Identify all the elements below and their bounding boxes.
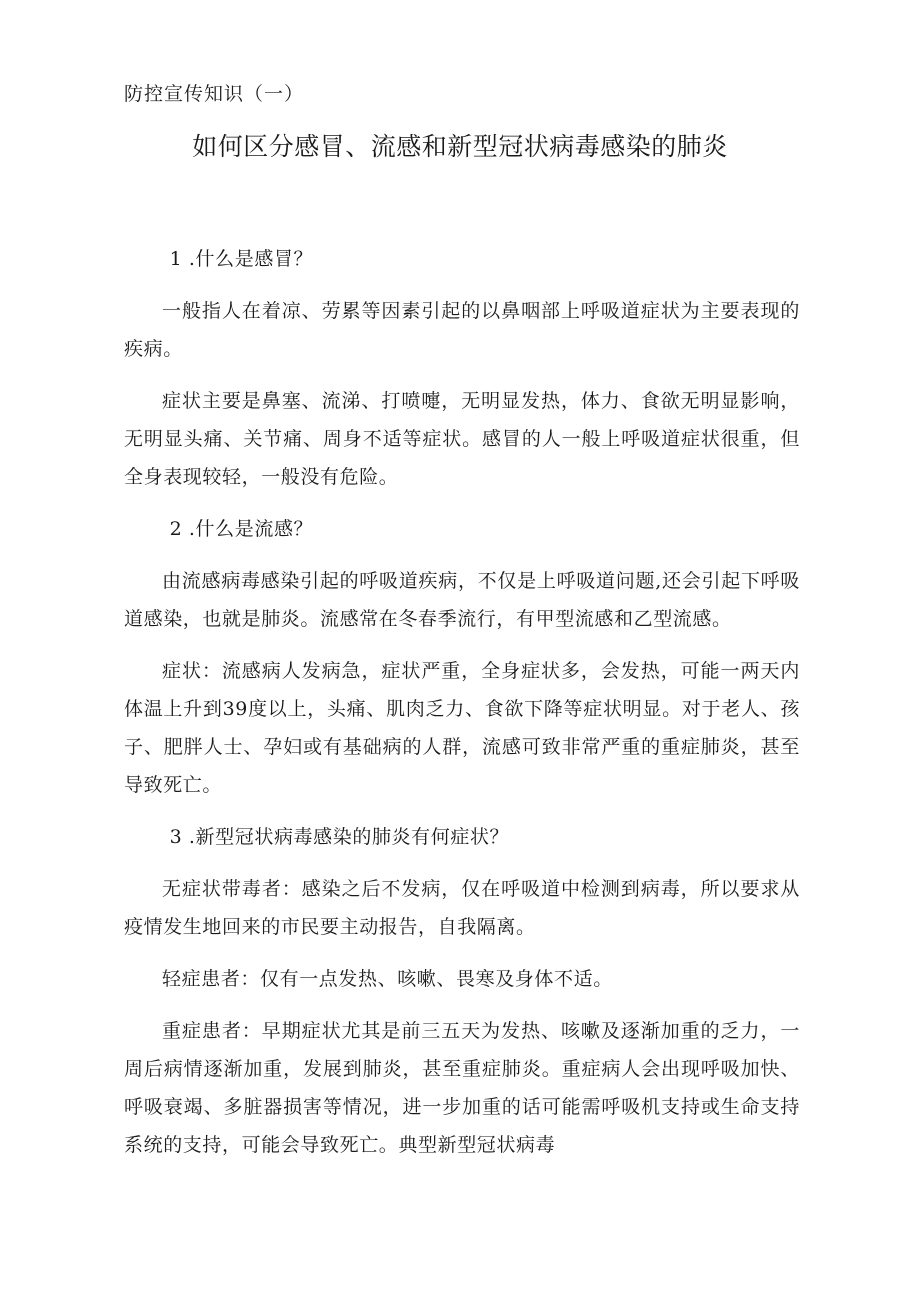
page-title: 如何区分感冒、流感和新型冠状病毒感染的肺炎 (192, 132, 728, 161)
paragraph: 重症患者：早期症状尤其是前三五天为发热、咳嗽及逐渐加重的乏力，一周后病情逐渐加重，发展到肺炎，甚至重症肺炎。重症病人会出现呼吸加快、呼吸衰竭、多脏器损害等情况，进一步加重的话可能需呼吸机支持或生命支持系统的支持，可能会导致死亡。典型新型冠状病毒 (124, 1020, 800, 1156)
header-label: 防控宣传知识（一） (124, 83, 305, 105)
paragraph: 一般指人在着凉、劳累等因素引起的以鼻咽部上呼吸道症状为主要表现的疾病。 (124, 300, 800, 360)
section-heading-2: 2 .什么是流感？ (169, 518, 314, 540)
paragraph: 症状：流感病人发病急，症状严重，全身症状多，会发热，可能一两天内体温上升到39度以上，头痛、肌肉乏力、食欲下降等症状明显。对于老人、孩子、肥胖人士、孕妇或有基础病的人群，流感可致非常严重的重症肺炎，甚至导致死亡。 (124, 660, 800, 796)
section-heading-1: 1 .什么是感冒？ (169, 248, 314, 270)
paragraph: 无症状带毒者：感染之后不发病，仅在呼吸道中检测到病毒，所以要求从疫情发生地回来的市民要主动报告，自我隔离。 (124, 878, 800, 938)
document-body (124, 240, 800, 1178)
paragraph: 由流感病毒感染引起的呼吸道疾病，不仅是上呼吸道问题,还会引起下呼吸道感染，也就是肺炎。流感常在冬春季流行，有甲型流感和乙型流感。 (124, 570, 800, 630)
paragraph: 轻症患者：仅有一点发热、咳嗽、畏寒及身体不适。 (162, 968, 613, 990)
paragraph: 症状主要是鼻塞、流涕、打喷嚏，无明显发热，体力、食欲无明显影响，无明显头痛、关节痛、周身不适等症状。感冒的人一般上呼吸道症状很重，但全身表现较轻，一般没有危险。 (124, 390, 800, 488)
section-heading-3: 3 .新型冠状病毒感染的肺炎有何症状？ (169, 826, 510, 848)
